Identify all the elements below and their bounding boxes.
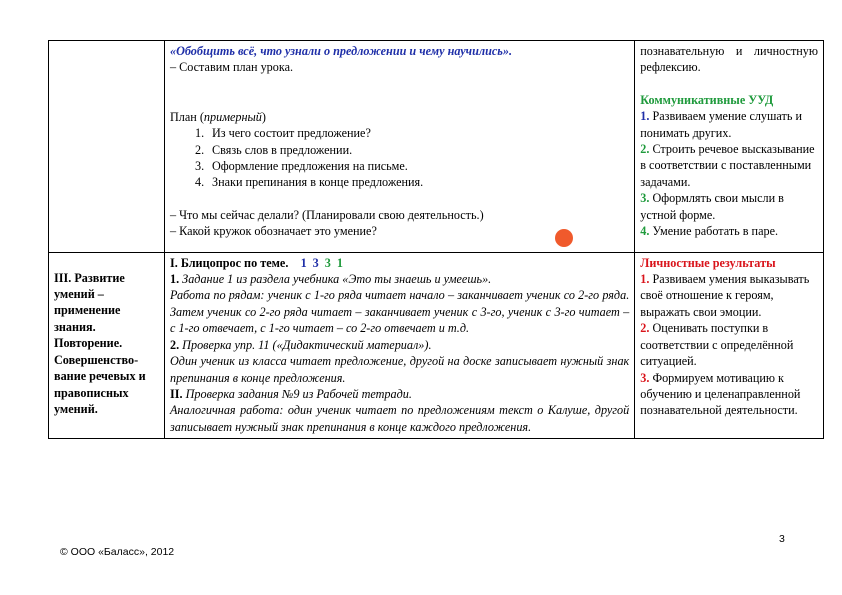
copyright-footer: © ООО «Баласс», 2012: [60, 546, 175, 558]
list-item: 2. Связь слов в предложении.: [194, 142, 353, 157]
make-plan-text: – Составим план урока.: [169, 60, 294, 75]
list-item: 4. Умение работать в паре.: [640, 224, 779, 239]
list-item: 2. Оценивать поступки в соответствии с определённой ситуацией.: [640, 321, 794, 369]
personal-title: Личностные результаты: [640, 255, 776, 270]
digit-1: 1: [300, 255, 307, 270]
blitz-digits: [298, 256, 349, 270]
orange-circle-icon: [555, 229, 573, 247]
list-item: 1. Развиваем умения выказывать своё отношение к героям, выражать свои эмоции.: [640, 272, 810, 319]
lesson-goal: «Обобщить всё, что узнали о предложении и чему научились».: [169, 44, 513, 58]
page-number: 3: [779, 533, 785, 545]
activity-cell: [164, 41, 634, 253]
list-item: 4. Знаки препинания в конце предложения.: [194, 175, 424, 190]
table-row: [49, 252, 824, 438]
part-2: II. Проверка задания №9 из Рабочей тетради.: [169, 386, 412, 401]
task-2: 2. Проверка упр. 11 («Дидактический материал»).: [169, 337, 432, 352]
results-cell: [635, 252, 824, 438]
list-item: 1. Развиваем умение слушать и понимать других.: [640, 109, 802, 140]
activity-cell: [164, 252, 634, 438]
question-1: – Что мы сейчас делали? (Планировали свою деятельность.): [169, 207, 484, 222]
stage-cell-empty: [49, 41, 165, 253]
digit-4: 1: [336, 255, 343, 270]
task-1: 1. Задание 1 из раздела учебника «Это ты знаешь и умеешь».: [169, 272, 492, 287]
digit-2: 3: [312, 255, 319, 270]
blitz-line: [170, 255, 629, 271]
blitz-title: I. Блицопрос по теме.: [169, 255, 289, 270]
lesson-table: [48, 40, 824, 439]
uud-top-text: познавательную и личностную рефлексию.: [640, 44, 818, 75]
table-row: [49, 41, 824, 253]
stage-cell: [49, 252, 165, 438]
task-1-description: Работа по рядам: ученик с 1-го ряда читает начало – заканчивает ученик со 2-го ряда. Затем ученик со 2-го ряда читает – заканчивает ученик с 3-го, ученик с 3-го читает – с 1-го отвечает, с 1-го читает – со 2-го отвечает и т.д.: [169, 288, 630, 336]
part-2-description: Аналогичная работа: один ученик читает по предложениям текст о Калуше, другой записывает нужный знак препинания в конце каждого предложения.: [169, 403, 630, 434]
plan-list: [170, 125, 629, 191]
uud-cell: [635, 41, 824, 253]
list-item: 3. Формируем мотивацию к обучению и целенаправленной познавательной деятельности.: [640, 370, 801, 418]
stage-title: III. Развитие умений – применение знания. Повторение. Совершенствование речевых и правописных умений.: [54, 270, 146, 416]
question-2: – Какой кружок обозначает это умение?: [169, 224, 377, 239]
plan-label: План (примерный): [169, 109, 266, 124]
list-item: 1. Из чего состоит предложение?: [194, 126, 371, 141]
digit-3: 3: [324, 255, 331, 270]
list-item: 3. Оформлять свои мысли в устной форме.: [640, 191, 784, 222]
comm-title: Коммуникативные УУД: [640, 92, 774, 107]
task-2-description: Один ученик из класса читает предложение, другой на доске записывает нужный знак препинания в конце предложения.: [169, 354, 630, 385]
list-item: 3. Оформление предложения на письме.: [194, 159, 408, 174]
list-item: 2. Строить речевое высказывание в соответствии с поставленными задачами.: [640, 142, 815, 189]
